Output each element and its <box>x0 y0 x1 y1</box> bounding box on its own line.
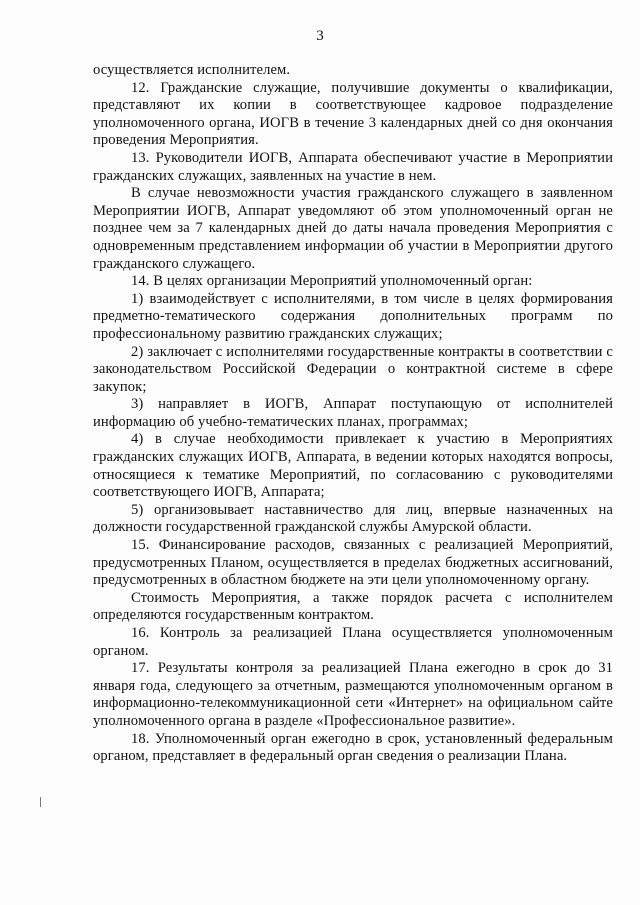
paragraph-15-cost: Стоимость Мероприятия, а также порядок расчета с исполнителем определяются государственным контрактом. <box>93 589 613 624</box>
paragraph-14: 14. В целях организации Мероприятий уполномоченный орган: <box>131 273 533 290</box>
paragraph-12: 12. Гражданские служащие, получившие документы о квалификации, представляют их копии в соответствующее кадровое подразделение уполномоченного органа, ИОГВ в течение 3 календарных дней со дня окончания проведения Мероприятия. <box>93 79 613 149</box>
paragraph-16: 16. Контроль за реализацией Плана осуществляется уполномоченным органом. <box>93 625 613 659</box>
document-body <box>93 62 613 766</box>
scan-margin-mark <box>40 797 41 807</box>
paragraph-14-item-1: 1) взаимодействует с исполнителями, в том числе в целях формирования предметно-тематического содержания дополнительных программ по профессиональному развитию гражданских служащих; <box>93 290 613 342</box>
paragraph-14-item-2: 2) заключает с исполнителями государственные контракты в соответствии с законодательством Российской Федерации о контрактной системе в сфере закупок; <box>93 343 613 395</box>
paragraph-18: 18. Уполномоченный орган ежегодно в срок, установленный федеральным органом, представляет в федеральный орган сведения о реализации Плана. <box>93 730 613 765</box>
paragraph-13-absence: В случае невозможности участия гражданского служащего в заявленном Мероприятии ИОГВ, Аппарат уведомляют об этом уполномоченный орган не позднее чем за 7 календарных дней до даты начала проведения Мероприятия с одновременным представлением информации об участии в Мероприятии другого гражданского служащего. <box>93 185 613 272</box>
page-number: 3 <box>316 28 324 44</box>
paragraph-13: 13. Руководители ИОГВ, Аппарата обеспечивают участие в Мероприятии гражданских служащих, заявленных на участие в нем. <box>93 149 613 184</box>
paragraph-14-item-4: 4) в случае необходимости привлекает к участию в Мероприятиях гражданских служащих ИОГВ, Аппарата, в ведении которых находятся вопросы, относящиеся к тематике Мероприятий, по согласованию с руководителями соответствующего ИОГВ, Аппарата; <box>93 431 613 501</box>
paragraph-14-item-3: 3) направляет в ИОГВ, Аппарат поступающую от исполнителей информацию об учебно-тематических планах, программах; <box>93 396 613 430</box>
paragraph-17: 17. Результаты контроля за реализацией Плана ежегодно в срок до 31 января года, следующего за отчетным, размещаются уполномоченным органом в информационно-телекоммуникационной сети «Интернет» на официальном сайте уполномоченного органа в разделе «Профессиональное развитие». <box>93 660 613 729</box>
paragraph-15: 15. Финансирование расходов, связанных с реализацией Мероприятий, предусмотренных Планом, осуществляется в пределах бюджетных ассигнований, предусмотренных в областном бюджете на эти цели уполномоченному органу. <box>93 537 613 589</box>
paragraph-14-item-5: 5) организовывает наставничество для лиц, впервые назначенных на должности государственной гражданской службы Амурской области. <box>93 501 613 536</box>
paragraph-continuation: осуществляется исполнителем. <box>93 62 291 78</box>
